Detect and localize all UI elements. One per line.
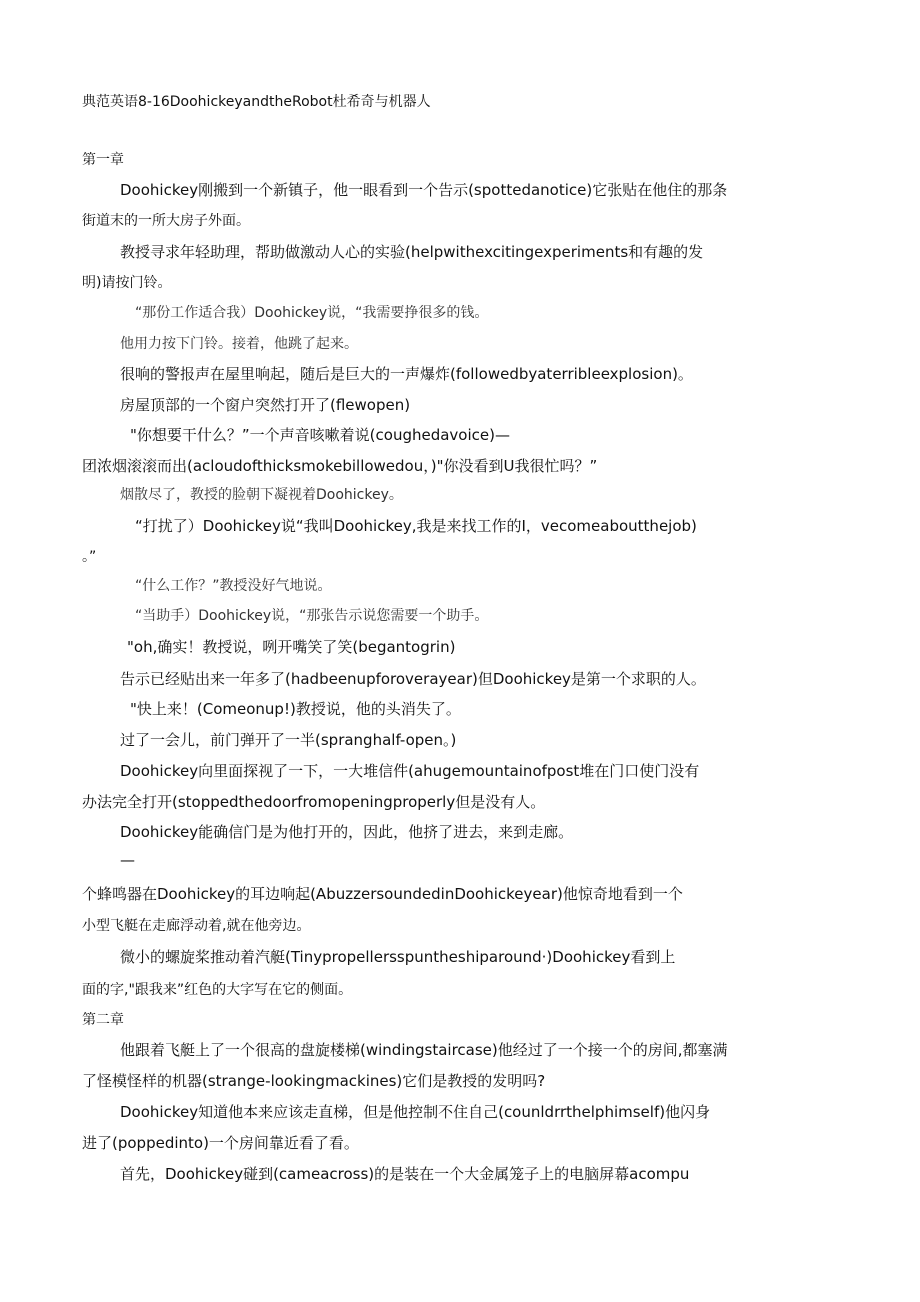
body-line: 街道末的一所大房子外面。 bbox=[82, 213, 250, 229]
body-line: "快上来！(Comeonup!)教授说，他的头消失了。 bbox=[130, 700, 461, 718]
body-line: "oh,确实！教授说，咧开嘴笑了笑(begantogrin) bbox=[127, 638, 456, 656]
body-line: 教授寻求年轻助理，帮助做激动人心的实验(helpwithexcitingexperiments和有趣的发 bbox=[120, 243, 704, 261]
body-line: 团浓烟滚滚而出(acloudofthicksmokebillowedou，)"你没看到U我很忙吗？” bbox=[82, 457, 598, 475]
body-line: “什么工作？”教授没好气地说。 bbox=[135, 578, 332, 594]
chapter-heading-1: 第一章 bbox=[82, 152, 124, 168]
body-line: Doohickey向里面探视了一下，一大堆信件(ahugemountainofpost堆在门口使门没有 bbox=[120, 762, 700, 780]
body-line: 首先，Doohickey碰到(cameacross)的是装在一个大金属笼子上的电脑屏幕acompu bbox=[120, 1165, 690, 1183]
body-line: "你想要干什么？”一个声音咳嗽着说(coughedavoice)— bbox=[130, 426, 510, 444]
body-line: “那份工作适合我）Doohickey说，“我需要挣很多的钱。 bbox=[135, 305, 489, 321]
body-line: Doohickey刚搬到一个新镇子，他一眼看到一个告示(spottedanotice)它张贴在他住的那条 bbox=[120, 181, 728, 199]
body-line: 房屋顶部的一个窗户突然打开了(flewopen) bbox=[120, 396, 411, 414]
body-line: 过了一会儿，前门弹开了一半(spranghalf-open。) bbox=[120, 731, 457, 749]
body-line: 告示已经贴出来一年多了(hadbeenupforoverayear)但Doohickey是第一个求职的人。 bbox=[120, 670, 706, 688]
body-line: 很响的警报声在屋里响起，随后是巨大的一声爆炸(followedbyaterribleexplosion)。 bbox=[120, 365, 693, 383]
body-line: 他用力按下门铃。接着，他跳了起来。 bbox=[120, 336, 358, 352]
body-line: 微小的螺旋桨推动着汽艇(Tinypropellersspuntheshiparound·)Doohickey看到上 bbox=[120, 948, 676, 966]
document-title: 典范英语8-16DoohickeyandtheRobot杜希奇与机器人 bbox=[82, 94, 431, 110]
body-line: 办法完全打开(stoppedthedoorfromopeningproperly但是没有人。 bbox=[82, 793, 546, 811]
body-line: 了怪模怪样的机器(strange-lookingmackines)它们是教授的发明吗? bbox=[82, 1072, 546, 1090]
chapter-heading-2: 第二章 bbox=[82, 1012, 124, 1028]
body-line: 面的字,"跟我来”红色的大字写在它的侧面。 bbox=[82, 982, 353, 998]
body-line: “当助手）Doohickey说，“那张告示说您需要一个助手。 bbox=[135, 608, 489, 624]
body-line: 进了(poppedinto)一个房间靠近看了看。 bbox=[82, 1134, 359, 1152]
body-line: “打扰了）Doohickey说“我叫Doohickey,我是来找工作的I，vecomeaboutthejob) bbox=[135, 517, 697, 535]
body-line: 。” bbox=[82, 549, 97, 565]
body-line: 烟散尽了，教授的脸朝下凝视着Doohickey。 bbox=[120, 487, 403, 503]
body-line: 他跟着飞艇上了一个很高的盘旋楼梯(windingstaircase)他经过了一个接一个的房间,都塞满 bbox=[120, 1041, 728, 1059]
body-line: 个蜂鸣器在Doohickey的耳边响起(AbuzzersoundedinDoohickeyear)他惊奇地看到一个 bbox=[82, 885, 683, 903]
body-line: 小型飞艇在走廊浮动着,就在他旁边。 bbox=[82, 918, 311, 934]
body-line: 明)请按门铃。 bbox=[82, 275, 172, 291]
body-line: — bbox=[120, 851, 135, 869]
body-line: Doohickey知道他本来应该走直梯，但是他控制不住自己(counldrrthelphimself)他闪身 bbox=[120, 1103, 711, 1121]
body-line: Doohickey能确信门是为他打开的，因此，他挤了进去，来到走廊。 bbox=[120, 823, 574, 841]
